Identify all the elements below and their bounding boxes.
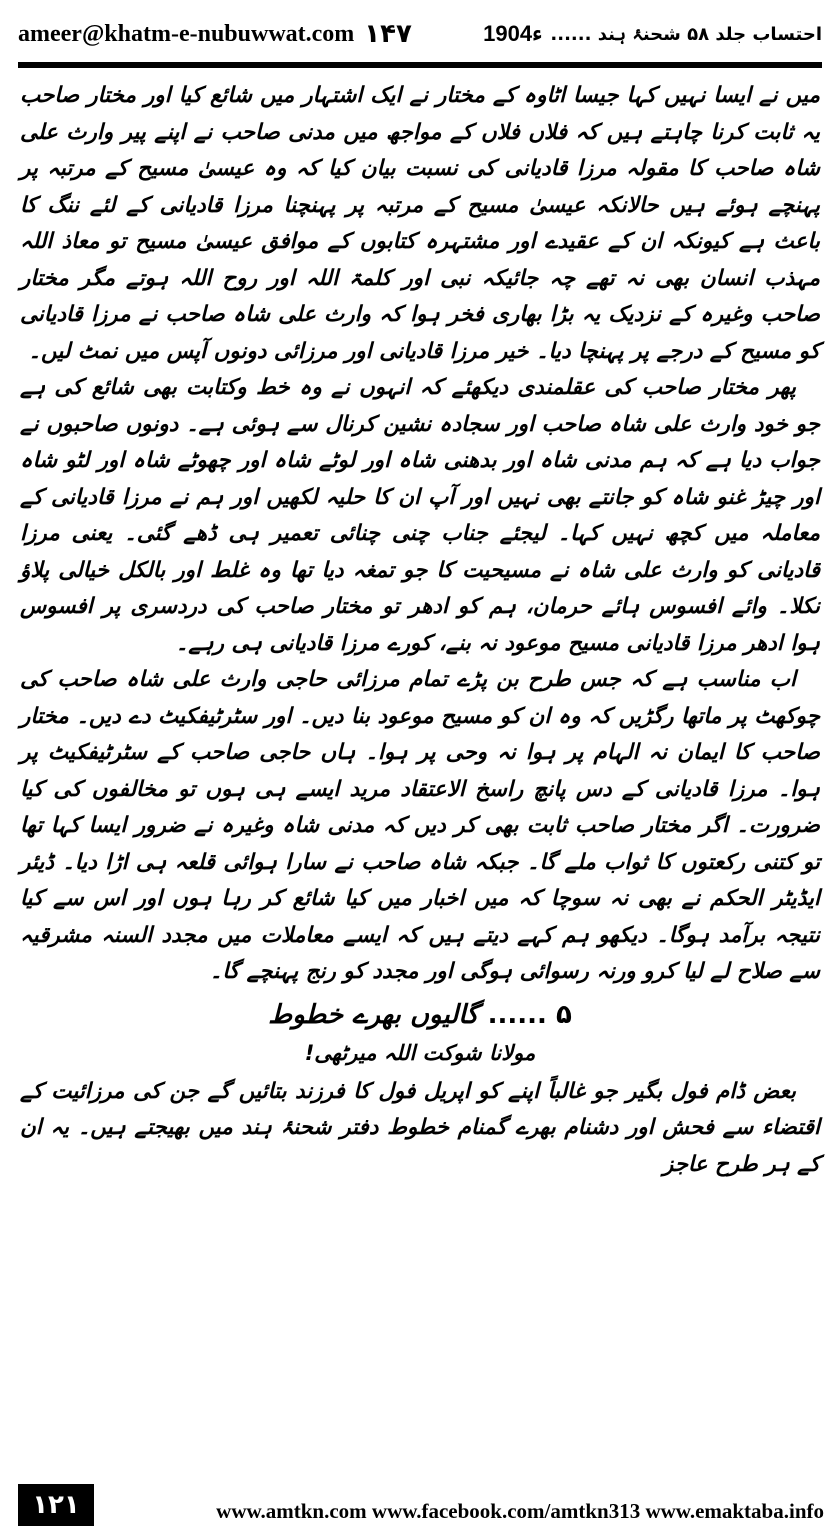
header-page-number: ۱۴۷	[364, 19, 412, 49]
footer-page-number: ۱۲۱	[18, 1484, 94, 1526]
header-year: 1904ء	[483, 21, 543, 46]
paragraph-3: اب مناسب ہے کہ جس طرح بن پڑے تمام مرزائی حاجی وارث علی شاہ صاحب کی چوکھٹ پر ماتھا رگڑیں کہ وہ ان کو مسیح موعود بنا دیں۔ اور سٹرٹیفکیٹ دے دیں۔ مختار صاحب کا ایمان نہ الہام پر ہوا نہ وحی پر ہوا۔ ہاں حاجی صاحب کے سٹرٹیفکیٹ پر ہوا۔ مرزا قادیانی کے دس پانچ راسخ الاعتقاد مرید ایسے ہی ہوں تو مخالفوں کی کیا ضرورت۔ اگر مختار صاحب ثابت بھی کر دیں کہ مدنی شاہ وغیرہ نے ضرور ایسا کہا تھا تو کتنی رکعتوں کا ثواب ملے گا۔ جبکہ شاہ صاحب نے سارا ہوائی قلعہ ہی اڑا دیا۔ ڈیئر ایڈیٹر الحکم نے بھی نہ سوچا کہ میں اخبار میں کیا شائع کر رہا ہوں اور اس سے کیا نتیجہ برآمد ہوگا۔ دیکھو ہم کہے دیتے ہیں کہ ایسے معاملات میں مجدد السنہ مشرقیہ سے صلاح لے لیا کرو ورنہ رسوائی ہوگی اور مجدد کو رنج پہنچے گا۔	[20, 667, 820, 984]
header-rule	[18, 62, 822, 68]
dedication-line: مولانا شوکت اللہ میرٹھی!	[304, 1041, 536, 1065]
paragraph-1: میں نے ایسا نہیں کہا جیسا اٹاوہ کے مختار نے ایک اشتہار میں شائع کیا اور مختار صاحب یہ ثابت کرنا چاہتے ہیں کہ فلاں فلاں کے مواجھ میں مدنی صاحب نے اپنے پیر وارث علی شاہ صاحب کا مقولہ مرزا قادیانی کی نسبت بیان کیا کہ وہ عیسیٰ مسیح کے مرتبہ پر پہنچے ہوئے ہیں حالانکہ عیسیٰ مسیح کے مرتبہ پر پہنچنا مرزا قادیانی کے لئے ننگ کا باعث ہے کیونکہ ان کے عقیدے اور مشتہرہ کتابوں کے موافق عیسیٰ مسیح تو معاذ اللہ مہذب انسان بھی نہ تھے چہ جائیکہ نبی اور کلمۃ اللہ اور روح اللہ ہوتے مگر مختار صاحب وغیرہ کے نزدیک یہ بڑا بھاری فخر ہوا کہ وارث علی شاہ صاحب نے مرزا قادیانی کو مسیح کے درجے پر پہنچا دیا۔ خیر مرزا قادیانی اور مرزائی دونوں آپس میں نمٹ لیں۔	[20, 83, 820, 364]
header-email: ameer@khatm-e-nubuwwat.com	[18, 20, 355, 47]
closing-paragraph: بعض ڈام فول بگیر جو غالباً اپنے کو اپریل فول کا فرزند بتائیں گے جن کی مرزائیت کے اقتضاء سے فحش اور دشنام بھرے گمنام خطوط دفتر شحنۂ ہند میں بھیجتے ہیں۔ یہ ان کے ہر طرح عاجز	[20, 1078, 820, 1177]
section-number: ۵ ......	[487, 999, 572, 1030]
footer-links: www.amtkn.com www.facebook.com/amtkn313 www.emaktaba.info	[216, 1499, 824, 1523]
body-text	[20, 78, 820, 1183]
paragraph-2: پھر مختار صاحب کی عقلمندی دیکھئے کہ انہوں نے وہ خط وکتابت بھی شائع کی ہے جو خود وارث علی شاہ صاحب اور سجادہ نشین کرنال سے ہوئی ہے۔ دونوں صاحبوں نے جواب دیا ہے کہ ہم مدنی شاہ اور بدھنی شاہ اور لوٹے شاہ اور چھوٹے شاہ اور لٹو شاہ اور چیڑ غنو شاہ کو جانتے بھی نہیں اور آپ ان کا حلیہ لکھیں اور ہم نے مرزا قادیانی کے معاملہ میں کچھ نہیں کہا۔ لیجئے جناب چنی چنائی تعمیر ہی ڈھے گئی۔ یعنی مرزا قادیانی کو وارث علی شاہ نے مسیحیت کا جو تمغہ دیا تھا وہ غلط اور بالکل خیالی پلاؤ نکلا۔ وائے افسوس ہائے حرمان، ہم کو ادھر تو مختار صاحب کی دردسری پر افسوس ہوا ادھر مرزا قادیانی مسیح موعود نہ بنے، کورے مرزا قادیانی ہی رہے۔	[20, 375, 820, 656]
header-right	[483, 21, 822, 47]
section-title: گالیوں بھرے خطوط	[268, 999, 479, 1030]
page-footer	[0, 1484, 840, 1540]
section-heading	[20, 997, 820, 1034]
header-left	[18, 19, 412, 49]
page-header	[18, 16, 822, 52]
header-journal-title: احتساب جلد ۵۸ شحنۂ ہند ......	[550, 23, 822, 45]
